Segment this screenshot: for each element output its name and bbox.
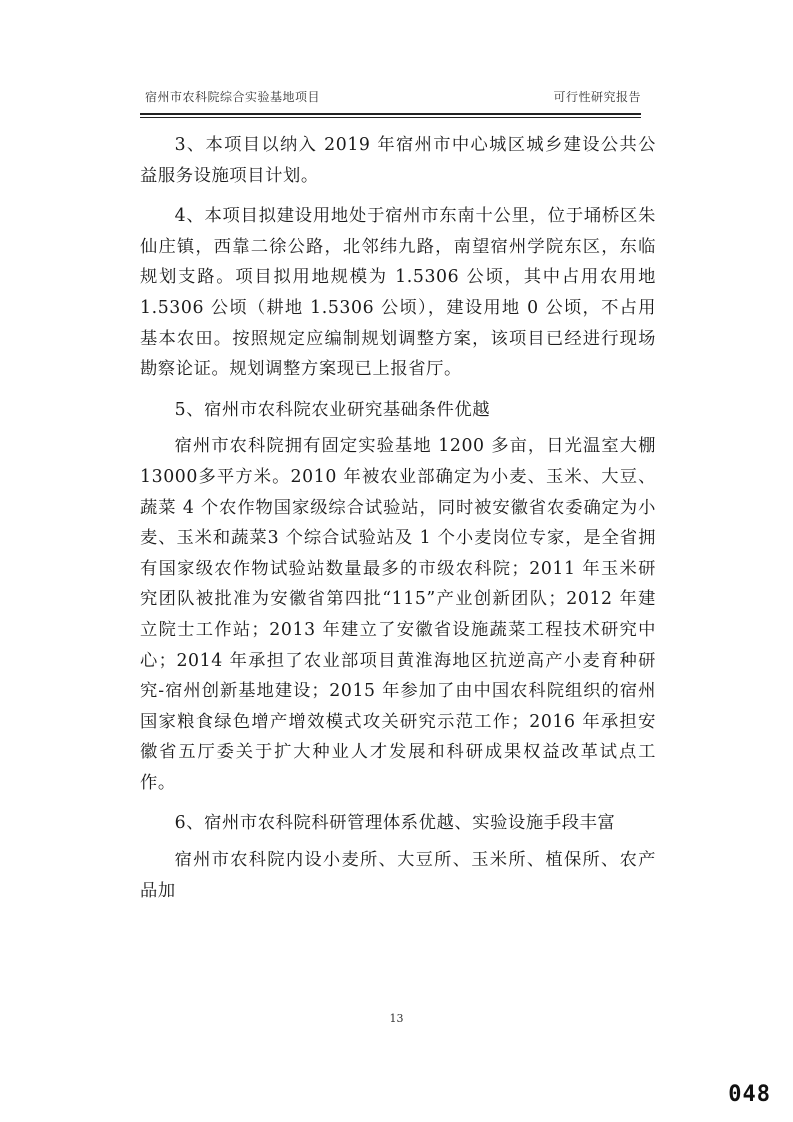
- header-rule-thick: [140, 113, 641, 115]
- body-text: [140, 130, 656, 916]
- section-heading-5: 5、宿州市农科院农业研究基础条件优越: [174, 399, 491, 420]
- page-header: [145, 88, 641, 105]
- page-number: 13: [389, 1012, 404, 1025]
- page-stamp-number: 048: [728, 1082, 771, 1107]
- paragraph-section-6: 宿州市农科院内设小麦所、大豆所、玉米所、植保所、农产品加: [140, 850, 656, 901]
- paragraph-section-5: 宿州市农科院拥有固定实验基地 1200 多亩，日光温室大棚 13000多平方米。2010 年被农业部确定为小麦、玉米、大豆、蔬菜 4 个农作物国家级综合试验站，同时被安徽省农委确定为小麦、玉米和蔬菜3 个综合试验站及 1 个小麦岗位专家，是全省拥有国家级农作物试验站数量最多的市级农科院；2011 年玉米研究团队被批准为安徽省第四批“115”产业创新团队；2012 年建立院士工作站；2013 年建立了安徽省设施蔬菜工程技术研究中心；2014 年承担了农业部项目黄淮海地区抗逆高产小麦育种研究-宿州创新基地建设；2015 年参加了由中国农科院组织的宿州国家粮食绿色增产增效模式攻关研究示范工作；2016 年承担安徽省五厅委关于扩大种业人才发展和科研成果权益改革试点工作。: [140, 436, 656, 793]
- header-project-title: 宿州市农科院综合实验基地项目: [145, 90, 321, 104]
- section-heading-6: 6、宿州市农科院科研管理体系优越、实验设施手段丰富: [174, 813, 616, 834]
- header-report-type: 可行性研究报告: [553, 90, 641, 104]
- paragraph-item-4: 4、本项目拟建设用地处于宿州市东南十公里，位于埇桥区朱仙庄镇，西靠二徐公路，北邻纬九路，南望宿州学院东区，东临规划支路。项目拟用地规模为 1.5306 公顷，其中占用农用地 1.5306 公顷（耕地 1.5306 公顷），建设用地 0 公顷，不占用基本农田。按照规定应编制规划调整方案，该项目已经进行现场勘察论证。规划调整方案现已上报省厅。: [140, 206, 656, 380]
- paragraph-item-3: 3、本项目以纳入 2019 年宿州市中心城区城乡建设公共公益服务设施项目计划。: [140, 135, 656, 186]
- header-rule-thin: [140, 117, 641, 118]
